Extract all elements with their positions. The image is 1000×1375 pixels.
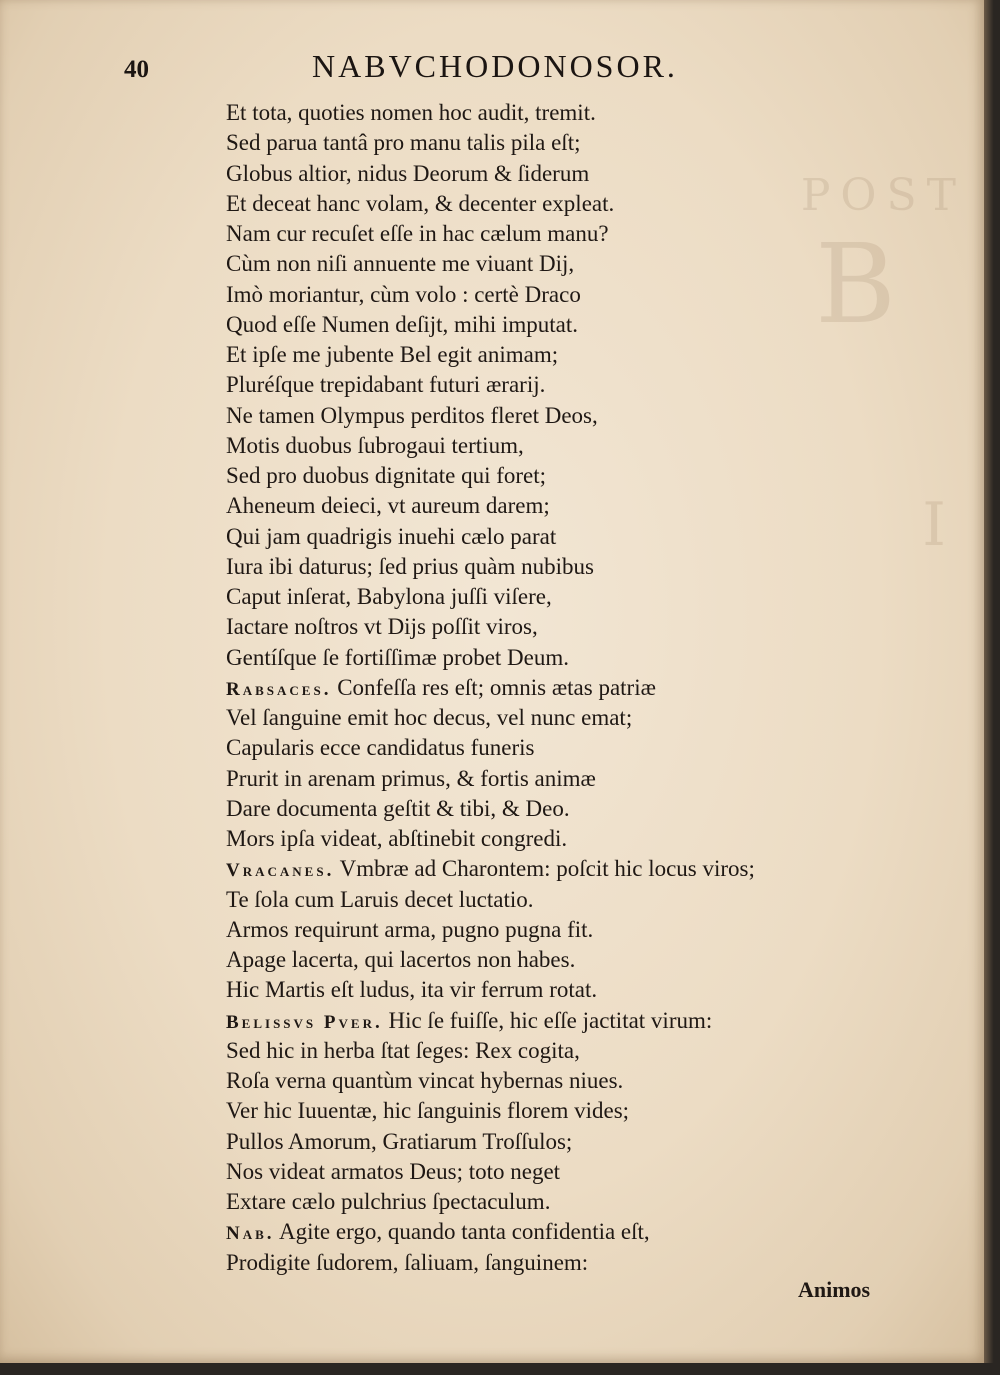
speaker-name: Belissvs Pver. <box>226 1011 383 1033</box>
verse-line <box>226 582 926 612</box>
verse-text: Extare cælo pulchrius ſpectaculum. <box>226 1189 551 1214</box>
verse-line <box>226 1217 926 1247</box>
book-edge-bottom <box>0 1363 1000 1375</box>
verse-line <box>226 340 926 370</box>
verse-line <box>226 1096 926 1126</box>
verse-text: Sed parua tantâ pro manu talis pila eſt; <box>226 130 581 156</box>
verse-line <box>226 1187 926 1217</box>
verse-text: Hic Martis eſt ludus, ita vir ferrum rotat. <box>226 977 598 1003</box>
verse-line <box>226 219 926 249</box>
verse-text: Vmbræ ad Charontem: poſcit hic locus viros; <box>339 856 755 882</box>
page-number: 40 <box>124 56 149 83</box>
verse-line <box>226 249 926 279</box>
verse-line <box>226 128 926 158</box>
verse-line <box>226 431 926 461</box>
verse-text: Pluréſque trepidabant futuri ærarij. <box>226 372 546 398</box>
verse-text: Aheneum deieci, vt aureum darem; <box>226 493 550 519</box>
verse-text: Prodigite ſudorem, ſaliuam, ſanguinem: <box>226 1249 589 1275</box>
verse-text: Iura ibi daturus; ſed prius quàm nubibus <box>226 553 594 579</box>
verse-line <box>226 764 926 794</box>
verse-text: Ver hic Iuuentæ, hic ſanguinis florem vides; <box>226 1098 630 1124</box>
verse-text: Gentíſque ſe fortiſſimæ probet Deum. <box>226 644 570 670</box>
verse-text: Roſa verna quantùm vincat hybernas niues. <box>226 1068 624 1093</box>
verse-line <box>226 643 926 673</box>
speaker-name: Vracanes. <box>226 860 335 882</box>
verse-line <box>226 98 926 128</box>
verse-line <box>226 733 926 763</box>
verse-text: Hic ſe fuiſſe, hic eſſe jactitat virum: <box>388 1007 713 1033</box>
show-through-bleed: POST B I <box>800 170 966 560</box>
verse-line <box>226 1066 926 1096</box>
speaker-name: Nab. <box>226 1223 275 1245</box>
verse-text: Qui jam quadrigis inuehi cælo parat <box>226 523 557 549</box>
verse-line <box>226 491 926 521</box>
verse-text: Nos videat armatos Deus; toto neget <box>226 1158 561 1184</box>
verse-text: Armos requirunt arma, pugno pugna fit. <box>226 916 594 942</box>
verse-line <box>226 703 926 733</box>
verse-line <box>226 189 926 219</box>
verse-text: Ne tamen Olympus perditos fleret Deos, <box>226 402 598 428</box>
verse-text: Iactare noſtros vt Dijs poſſit viros, <box>226 614 538 640</box>
verse-line <box>226 370 926 400</box>
verse-line <box>226 824 926 854</box>
verse-text: Prurit in arenam primus, & fortis animæ <box>226 765 596 791</box>
verse-text: Caput inſerat, Babylona juſſi viſere, <box>226 584 552 609</box>
catchword: Animos <box>798 1277 871 1302</box>
verse-line <box>226 1157 926 1187</box>
verse-block <box>226 98 926 1278</box>
verse-text: Sed hic in herba ſtat ſeges: Rex cogita, <box>226 1037 580 1063</box>
verse-text: Cùm non niſi annuente me viuant Dij, <box>226 251 575 277</box>
verse-line <box>226 885 926 915</box>
verse-text: Te ſola cum Laruis decet luctatio. <box>226 886 534 912</box>
verse-text: Imò moriantur, cùm volo : certè Draco <box>226 281 581 307</box>
verse-text: Apage lacerta, qui lacertos non habes. <box>226 947 576 972</box>
verse-line <box>226 522 926 552</box>
verse-line <box>226 854 926 884</box>
verse-line <box>226 1036 926 1066</box>
book-edge <box>984 0 1000 1375</box>
running-head: NABVCHODONOSOR. <box>312 48 678 84</box>
speaker-name: Rabsaces. <box>226 678 332 700</box>
verse-line <box>226 552 926 582</box>
verse-text: Quod eſſe Numen deſijt, mihi imputat. <box>226 311 578 337</box>
verse-line <box>226 673 926 703</box>
verse-text: Capularis ecce candidatus funeris <box>226 735 535 761</box>
verse-text: Agite ergo, quando tanta confidentia eſt, <box>279 1219 650 1245</box>
verse-text: Vel ſanguine emit hoc decus, vel nunc emat; <box>226 705 633 730</box>
verse-text: Et tota, quoties nomen hoc audit, tremit. <box>226 100 596 125</box>
verse-text: Dare documenta geſtit & tibi, & Deo. <box>226 795 570 821</box>
verse-text: Mors ipſa videat, abſtinebit congredi. <box>226 826 568 851</box>
verse-text: Nam cur recuſet eſſe in hac cælum manu? <box>226 221 609 246</box>
verse-line <box>226 461 926 491</box>
verse-line <box>226 945 926 975</box>
verse-text: Et ipſe me jubente Bel egit animam; <box>226 342 559 367</box>
verse-text: Pullos Amorum, Gratiarum Troſſulos; <box>226 1128 573 1154</box>
verse-line <box>226 915 926 945</box>
verse-text: Et deceat hanc volam, & decenter expleat. <box>226 190 615 216</box>
verse-text: Sed pro duobus dignitate qui foret; <box>226 463 547 488</box>
verse-line <box>226 1006 926 1036</box>
verse-text: Confeſſa res eſt; omnis ætas patriæ <box>337 674 656 700</box>
verse-text: Globus altior, nidus Deorum & ſiderum <box>226 160 590 186</box>
verse-line <box>226 794 926 824</box>
verse-line <box>226 310 926 340</box>
verse-line <box>226 280 926 310</box>
verse-line <box>226 159 926 189</box>
verse-line <box>226 401 926 431</box>
verse-line <box>226 1248 926 1278</box>
verse-line <box>226 975 926 1005</box>
verse-line <box>226 612 926 642</box>
verse-line <box>226 1127 926 1157</box>
verse-text: Motis duobus ſubrogaui tertium, <box>226 432 524 458</box>
